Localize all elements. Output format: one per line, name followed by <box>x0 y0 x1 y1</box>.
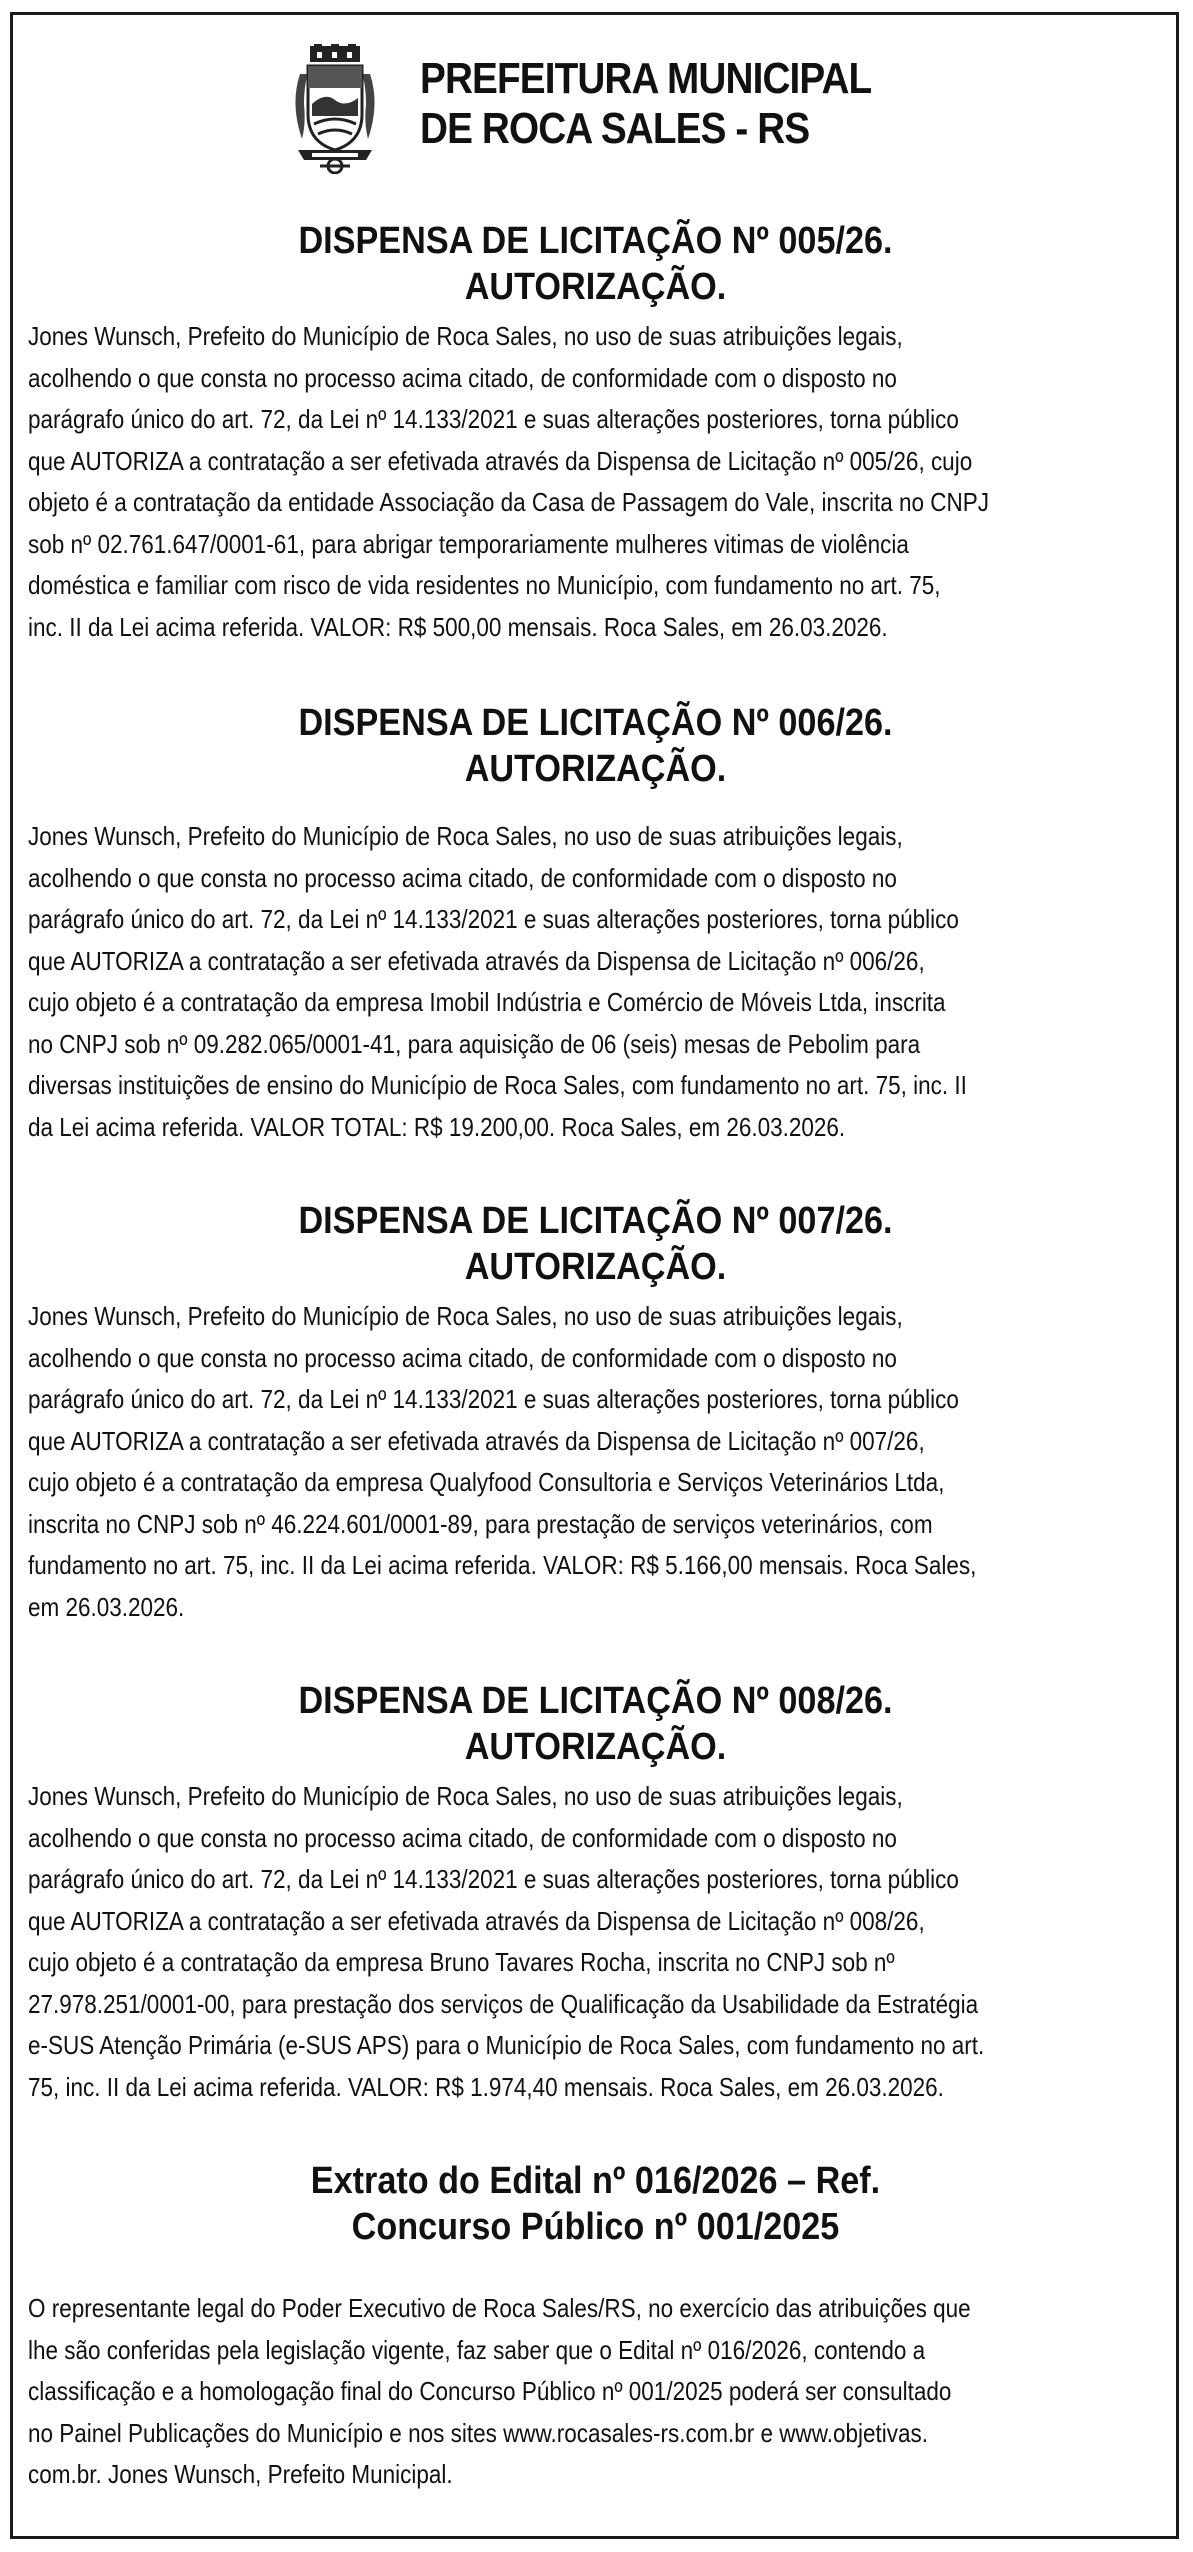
body-line: cujo objeto é a contratação da empresa Bruno Tavares Rocha, inscrita no CNPJ sob nº <box>28 1947 895 1977</box>
section-title-line2: AUTORIZAÇÃO. <box>464 266 727 308</box>
body-line: cujo objeto é a contratação da empresa Imobil Indústria e Comércio de Móveis Ltda, inscrita <box>28 987 946 1017</box>
body-line: Jones Wunsch, Prefeito do Município de Roca Sales, no uso de suas atribuições legais, <box>28 321 903 351</box>
body-line: 75, inc. II da Lei acima referida. VALOR: R$ 1.974,40 mensais. Roca Sales, em 26.03.2026. <box>28 2071 944 2102</box>
section-title-line2: Concurso Público nº 001/2025 <box>351 2206 840 2248</box>
header-title <box>420 54 871 154</box>
section-body <box>28 816 1164 1148</box>
section-title-line2: AUTORIZAÇÃO. <box>464 1726 727 1768</box>
body-line: Jones Wunsch, Prefeito do Município de Roca Sales, no uso de suas atribuições legais, <box>28 821 903 851</box>
section-extrato-edital <box>28 2158 1163 2496</box>
header-title-line2: DE ROCA SALES - RS <box>420 104 810 153</box>
section-title <box>85 2158 1107 2250</box>
header-title-line1: PREFEITURA MUNICIPAL <box>420 54 872 103</box>
body-line: doméstica e familiar com risco de vida residentes no Município, com fundamento no art. 75, <box>28 570 941 600</box>
body-line: parágrafo único do art. 72, da Lei nº 14.133/2021 e suas alterações posteriores, torna público <box>28 1864 959 1894</box>
body-line: inscrita no CNPJ sob nº 46.224.601/0001-89, para prestação de serviços veterinários, com <box>28 1508 933 1539</box>
body-line: acolhendo o que consta no processo acima citado, de conformidade com o disposto no <box>28 362 897 393</box>
body-line: no Painel Publicações do Município e nos sites www.rocasales-rs.com.br e www.objetivas. <box>28 2417 929 2448</box>
municipal-coat-of-arms-icon <box>290 44 380 174</box>
section-dispensa-008 <box>28 1678 1163 2108</box>
section-dispensa-005 <box>28 218 1163 648</box>
section-title-line1: DISPENSA DE LICITAÇÃO Nº 006/26. <box>298 702 893 744</box>
body-line: objeto é a contratação da entidade Associação da Casa de Passagem do Vale, inscrita no CNPJ <box>28 487 990 517</box>
section-title-line1: DISPENSA DE LICITAÇÃO Nº 005/26. <box>298 220 893 262</box>
section-title <box>85 218 1107 310</box>
body-line: e-SUS Atenção Primária (e-SUS APS) para o Município de Roca Sales, com fundamento no art. <box>28 2030 985 2060</box>
section-title-line1: DISPENSA DE LICITAÇÃO Nº 007/26. <box>298 1200 893 1242</box>
section-body <box>28 316 1164 648</box>
section-title <box>85 1198 1107 1290</box>
body-line: que AUTORIZA a contratação a ser efetivada através da Dispensa de Licitação nº 006/26, <box>28 945 925 976</box>
section-dispensa-007 <box>28 1198 1163 1628</box>
body-line: diversas instituições de ensino do Município de Roca Sales, com fundamento no art. 75, inc. II <box>28 1070 967 1100</box>
body-line: parágrafo único do art. 72, da Lei nº 14.133/2021 e suas alterações posteriores, torna público <box>28 404 959 434</box>
body-line: acolhendo o que consta no processo acima citado, de conformidade com o disposto no <box>28 1822 897 1853</box>
body-line: da Lei acima referida. VALOR TOTAL: R$ 19.200,00. Roca Sales, em 26.03.2026. <box>28 1111 846 1142</box>
body-line: no CNPJ sob nº 09.282.065/0001-41, para aquisição de 06 (seis) mesas de Pebolim para <box>28 1028 921 1059</box>
body-line: acolhendo o que consta no processo acima citado, de conformidade com o disposto no <box>28 862 897 893</box>
body-line: classificação e a homologação final do Concurso Público nº 001/2025 poderá ser consultado <box>28 2376 952 2406</box>
body-line: acolhendo o que consta no processo acima citado, de conformidade com o disposto no <box>28 1342 897 1373</box>
body-line: fundamento no art. 75, inc. II da Lei acima referida. VALOR: R$ 5.166,00 mensais. Roca Sales, <box>28 1550 977 1580</box>
body-line: inc. II da Lei acima referida. VALOR: R$ 500,00 mensais. Roca Sales, em 26.03.2026. <box>28 611 888 642</box>
body-line: que AUTORIZA a contratação a ser efetivada através da Dispensa de Licitação nº 008/26, <box>28 1905 925 1936</box>
body-line: parágrafo único do art. 72, da Lei nº 14.133/2021 e suas alterações posteriores, torna público <box>28 1384 959 1414</box>
section-title <box>85 700 1107 792</box>
body-line: que AUTORIZA a contratação a ser efetivada através da Dispensa de Licitação nº 007/26, <box>28 1425 925 1456</box>
body-line: Jones Wunsch, Prefeito do Município de Roca Sales, no uso de suas atribuições legais, <box>28 1781 903 1811</box>
body-line: parágrafo único do art. 72, da Lei nº 14.133/2021 e suas alterações posteriores, torna público <box>28 904 959 934</box>
section-title-line1: DISPENSA DE LICITAÇÃO Nº 008/26. <box>298 1680 893 1722</box>
body-line: com.br. Jones Wunsch, Prefeito Municipal. <box>28 2459 453 2489</box>
section-dispensa-006 <box>28 700 1163 1148</box>
body-line: em 26.03.2026. <box>28 1591 185 1622</box>
body-line: que AUTORIZA a contratação a ser efetivada através da Dispensa de Licitação nº 005/26, cujo <box>28 445 973 476</box>
body-line: O representante legal do Poder Executivo de Roca Sales/RS, no exercício das atribuições que <box>28 2293 971 2323</box>
document-header <box>290 44 990 174</box>
section-body <box>28 1776 1164 2108</box>
section-title-line2: AUTORIZAÇÃO. <box>464 1246 727 1288</box>
body-line: 27.978.251/0001-00, para prestação dos serviços de Qualificação da Usabilidade da Estratégia <box>28 1988 979 2019</box>
section-body <box>28 1296 1164 1628</box>
body-line: sob nº 02.761.647/0001-61, para abrigar temporariamente mulheres vitimas de violência <box>28 528 909 559</box>
body-line: Jones Wunsch, Prefeito do Município de Roca Sales, no uso de suas atribuições legais, <box>28 1301 903 1331</box>
body-line: cujo objeto é a contratação da empresa Qualyfood Consultoria e Serviços Veterinários Ltda, <box>28 1467 945 1497</box>
body-line: lhe são conferidas pela legislação vigente, faz saber que o Edital nº 016/2026, contendo a <box>28 2334 926 2365</box>
section-body <box>28 2288 1164 2496</box>
section-title-line1: Extrato do Edital nº 016/2026 – Ref. <box>310 2160 881 2202</box>
section-title-line2: AUTORIZAÇÃO. <box>464 748 727 790</box>
section-title <box>85 1678 1107 1770</box>
